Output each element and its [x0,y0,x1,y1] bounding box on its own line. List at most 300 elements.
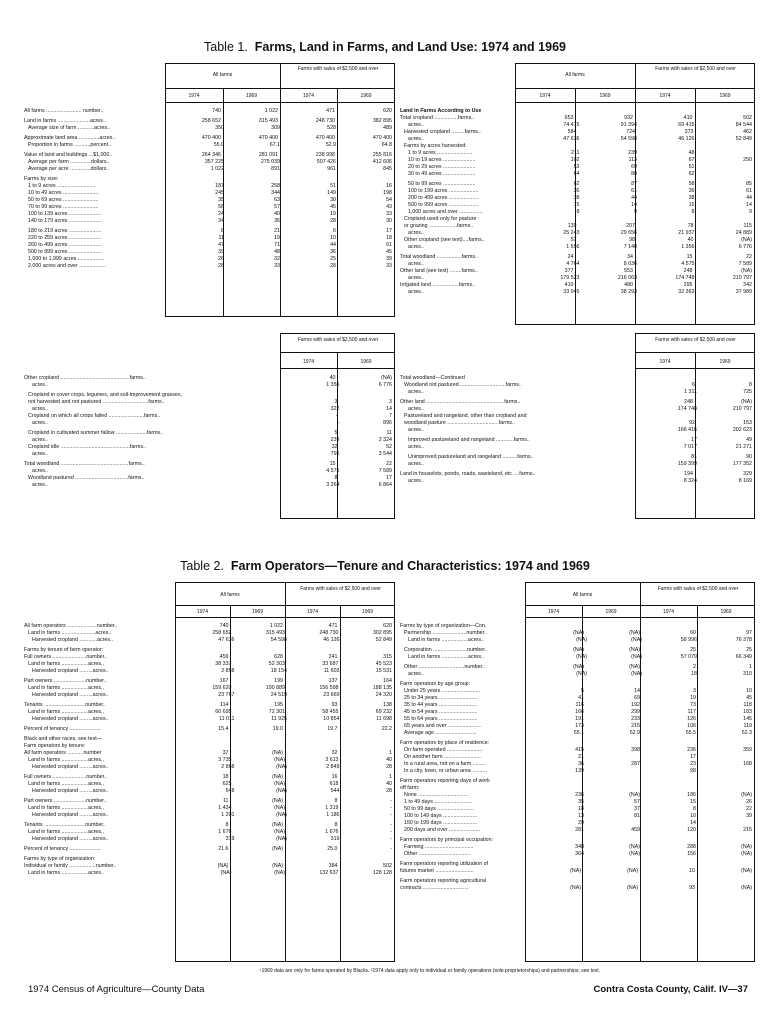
row-value [341,392,396,399]
row-value: (NA) [629,851,640,857]
row-value: 4 575 [326,468,340,474]
row-value: 45 [386,249,392,255]
row-value: 7 589 [738,261,752,267]
row-value: 18 [222,774,229,780]
row-value: (NA) [741,399,752,405]
row-value: 233 [631,716,640,722]
row-value: 93 [331,702,338,708]
row-value: 49 [746,437,752,443]
row-value: 18 [386,235,392,241]
row-value: 71 [274,242,280,248]
row-label: Full owners .......................number.. [24,774,108,780]
table-row [22,743,395,750]
row-value: 1 356 [326,382,340,388]
row-value [286,647,341,654]
row-value: 23 669 [323,692,340,698]
row-value: 11 [223,798,229,804]
row-value: 3 264 [326,482,340,488]
row-value: 25 [746,647,752,653]
row-value: (NA) [276,812,287,818]
table-row [398,806,755,813]
row-value: 10 [690,813,696,819]
row-value: 66 349 [735,654,752,660]
row-value: 329 [743,471,752,477]
row-value [696,375,755,382]
row-value [341,856,396,863]
row-label: Farm operators reporting days of work [400,778,490,784]
row-label: 50 to 69 acres ........................ [28,197,99,203]
row-label: 2,000 acres and over .................. [28,263,106,269]
row-value [696,108,756,115]
table-row [398,223,755,230]
row-value: 28 [386,788,392,794]
row-value: 10 [689,868,695,874]
row-label: acres.. [32,406,48,412]
row-value [338,176,395,183]
row-value: 6 [333,228,336,234]
row-value: 398 [631,747,640,753]
row-value: 198 [383,190,392,196]
row-value: 15 [690,799,696,805]
row-label: 150 to 199 days ....................... [404,820,478,826]
table-row [398,244,755,251]
table-row [398,647,755,654]
row-value: 725 [743,389,752,395]
row-value [232,743,287,750]
row-value: 740 [212,108,221,114]
row-value: (NA) [220,870,232,876]
table-row [22,736,395,743]
row-value: 26 [218,256,224,262]
row-value: 288 [687,844,696,850]
row-value: 113 [628,157,637,163]
row-value: 6 776 [378,382,392,388]
row-value: 90 [746,454,752,460]
table-row [22,190,395,197]
row-value: 24 [567,254,574,260]
table-row [22,152,395,159]
row-value: 126 [687,716,696,722]
table-row [398,181,755,188]
row-value: (NA) [274,757,285,763]
table-row [398,664,755,671]
table-row [22,630,395,637]
table-row [398,740,755,747]
row-value: 179 523 [560,275,580,281]
row-value [527,778,584,785]
table-row [398,813,755,820]
table-row [22,242,395,249]
row-value: 153 [743,420,752,426]
row-value: - [390,829,392,835]
row-label: Woodland not pastured ...............................farms.. [404,382,522,388]
row-value: 36 [274,218,280,224]
table-row [398,681,755,688]
row-value: 342 [743,282,752,288]
table-row [22,197,395,204]
row-label: acres.. [408,444,424,450]
row-value: 64 [573,171,580,177]
row-value: 57 [274,204,280,210]
row-label: 200 to 499 acres .................... [408,195,479,201]
row-value [697,143,756,150]
row-value: 248 730 [319,630,339,636]
row-value: 32 [274,256,280,262]
row-value: - [337,420,340,426]
row-label: Land in farms ..................acres.. [28,870,104,876]
table-row [22,812,395,819]
row-value [177,856,232,863]
row-value: 653 [564,115,574,121]
row-value: 45 523 [375,661,392,667]
table-row [22,623,395,630]
row-value: 17 [690,754,696,760]
row-value [580,143,639,150]
row-value: 168 [743,761,752,767]
row-label: Average per farm ..............dollars.. [28,159,110,165]
row-value: (NA) [741,851,752,857]
row-value: 11 011 [219,716,235,722]
row-label: Farming ................................. [404,844,474,850]
t2-left-rows [22,623,395,877]
row-value: (NA) [276,764,287,770]
page-footer [28,984,748,995]
row-value: 3 [389,399,392,405]
row-value: 55.0 [213,142,224,148]
row-value: 22 [386,461,392,467]
row-value: 364 [575,851,584,857]
row-label: Total cropland ................farms.. [400,115,475,121]
row-value: 34 [218,218,224,224]
row-value: 250 [743,157,752,163]
row-label: On another farm ......................... [404,754,481,760]
row-value: 4 575 [681,261,695,267]
row-value: 287 [631,761,640,767]
row-value [698,623,755,630]
table-row [22,678,395,685]
row-value: 199 [274,678,283,684]
row-label: acres.. [32,482,48,488]
row-label: off farm: [400,785,420,791]
row-label: Land in farms .......................acres.. [28,630,112,636]
row-value: 248 730 [315,118,335,124]
row-value: 724 [626,129,635,135]
row-label: All farm operators ....................number.. [24,623,118,629]
row-value [698,150,756,157]
row-value: 37 989 [735,289,752,295]
row-label: None .................................. [404,792,469,798]
row-value: 8 [334,475,338,481]
row-value [286,392,341,399]
row-label: Harvested cropland .........acres.. [32,668,109,674]
table-row [398,695,755,702]
row-label: 1,000 to 1,999 acres .................. [28,256,105,262]
row-label: Land in farms ..................acres.. [408,654,484,660]
row-value: 319 [225,836,235,842]
row-label: Value of land and buildings ...$1,000.. [24,152,113,158]
row-value [697,216,756,223]
table-row [398,122,755,129]
row-value: 470 400 [372,135,392,141]
row-label: Land in farms ..................acres.. [28,829,104,835]
row-value [527,861,584,868]
row-value: 14 [386,406,392,412]
t1-right-1969: 1969 [599,93,611,99]
row-value: 137 [328,678,338,684]
row-value: 17 [386,228,392,234]
row-value: 54 598 [620,136,637,142]
row-value: 1 311 [684,389,697,395]
row-label: Farms by acres harvested: [404,143,467,149]
row-value: 19.7 [327,726,338,732]
row-value: 24 [218,211,224,217]
row-value: 18 [578,806,584,812]
row-value [641,878,698,885]
row-value: (NA) [629,792,640,798]
table2-title [0,559,770,573]
row-value: 35 [578,799,584,805]
table-row [398,413,755,420]
row-value: 34 [627,254,633,260]
row-value [587,768,643,775]
row-value: 377 [564,268,574,274]
row-value: 315 493 [265,630,285,636]
table-row [22,647,395,654]
row-label: acres.. [32,420,48,426]
row-value: 120 [687,827,696,833]
row-value: 470 400 [201,135,221,141]
row-label: Part owners ......................number.. [24,798,107,804]
table-row [22,406,395,413]
row-value: 52 849 [735,136,752,142]
table-row [398,878,755,885]
row-value: 48 [274,249,280,255]
row-label: Total woodland ..............................................farms.. [24,461,145,467]
table-row [398,637,755,644]
row-value: (NA) [272,774,283,780]
row-label: Harvested cropland .........acres.. [32,764,109,770]
row-value: 44 [631,195,637,201]
row-value: 36 [688,188,695,194]
row-label: 260 to 499 acres ...................... [28,242,102,248]
row-value: (NA) [741,792,752,798]
row-value: - [335,413,338,419]
row-label: Harvested cropland .........acres.. [32,836,109,842]
row-value: 15 [688,202,695,208]
row-value: 281 091 [258,152,278,158]
table-row [398,688,755,695]
row-value: 32 363 [678,289,695,295]
row-value: 5 [334,430,338,436]
row-value: 47 636 [218,637,235,643]
row-value: 7 017 [683,444,697,450]
row-label: Percent of tenancy ..................... [24,846,101,852]
row-value: 23 767 [218,692,235,698]
row-value: 52 [386,444,392,450]
row-value: 10 854 [323,716,340,722]
row-value: 258 [271,183,280,189]
row-label: Under 25 years .......................... [404,688,480,694]
row-value: 48 [688,150,695,156]
row-value: (NA) [573,664,584,670]
row-value: 359 [743,747,752,753]
row-value: 459 [631,827,640,833]
row-value: 58 [688,181,695,187]
row-value: 62 [688,171,695,177]
table-row [398,868,755,875]
table-row [398,478,755,485]
table-row [22,774,395,781]
row-label: Approximate land area ..............acres.. [24,135,116,141]
row-value: (NA) [631,654,642,660]
row-value: 1 434 [218,805,232,811]
row-value: 315 493 [258,118,278,124]
row-value: 2 324 [378,437,392,443]
row-value: 52.9 [629,730,640,736]
t1-bottom-left-1974: 1974 [302,359,315,365]
row-value: 52.9 [325,142,336,148]
row-value: 43 [386,204,392,210]
row-label: 65 years and over ....................... [404,723,482,729]
row-value: 11 698 [376,716,392,722]
table-row [22,661,395,668]
row-value: 63 [274,197,280,203]
row-label: Total woodland .................farms.. [400,254,479,260]
row-value: 149 [327,190,336,196]
row-value: 207 [626,223,635,229]
row-label: Farm operators by principal occupation: [400,837,494,843]
row-value: 156 598 [319,685,339,691]
row-value [587,754,643,761]
row-value: 625 [222,781,232,787]
row-value: 8 [334,822,338,828]
row-label: 100 to 199 acres .................... [408,188,479,194]
row-value: 69 [634,695,640,701]
table-row [22,413,395,420]
row-value: (NA) [573,630,584,636]
row-value: (NA) [629,630,640,636]
row-value: 21 [274,228,280,234]
row-value: 1 201 [221,812,235,818]
row-value: 164 [383,678,392,684]
row-value [286,743,341,750]
row-value: 202 623 [732,427,752,433]
row-value: 1 676 [325,829,339,835]
t1-right-1974-sales: 1974 [659,93,671,99]
row-value [584,878,641,885]
row-value: 33 [386,263,392,269]
row-label: Total woodland—Continued [400,375,465,381]
table-row [398,202,755,209]
row-value: 156 [687,851,696,857]
row-value: 14 [634,688,640,694]
row-value: 215 [631,723,640,729]
table-row [398,716,755,723]
row-value: 118 [743,702,752,708]
row-value: 145 [743,716,752,722]
table-row [398,254,755,261]
row-label: On farm operated ........................ [404,747,483,753]
row-label: Land in farms ..................acres.. [28,781,104,787]
table-row [22,716,395,723]
row-value: 67.1 [269,142,280,148]
table-row [22,451,395,458]
footer-publication: 1974 Census of Agriculture—County Data [28,984,205,995]
row-value: 2 [693,664,696,670]
row-value: (NA) [274,805,285,811]
row-value [584,837,641,844]
t2-1969: 1969 [251,609,264,615]
row-value: 41 [578,695,584,701]
row-value: 58 996 [680,637,697,643]
row-value: 21 937 [678,230,695,236]
row-value: 459 [219,654,229,660]
row-label: 1 to 49 days .......................... [404,799,473,805]
table1-number: Table 1. [204,40,248,54]
row-label: Percent of tenancy ..................... [24,726,101,732]
table-row [398,382,755,389]
row-value: 384 [328,863,338,869]
row-value [584,623,641,630]
row-value [521,216,580,223]
row-value [641,623,698,630]
row-value: 6 [692,382,695,388]
row-value: 319 [330,836,340,842]
row-value: 97 [746,630,752,636]
table-row [22,685,395,692]
t2-col-sales: Farms with sales of $2,500 and over [300,586,381,592]
row-value: 8 169 [738,478,752,484]
row-value: 896 [383,420,392,426]
row-value: (NA) [741,868,752,874]
row-value: 69 [631,164,637,170]
row-value: (NA) [629,647,640,653]
row-value: 33 [386,211,392,217]
row-label: 1 to 9 acres .......................... [28,183,96,189]
row-value: 470 400 [258,135,278,141]
row-value [698,861,755,868]
row-label: 500 to 999 acres .................... [408,202,479,208]
row-value [286,856,341,863]
table-row [22,235,395,242]
row-value: 39 [746,813,752,819]
table-row [398,275,755,282]
row-value: 194 [684,471,693,477]
row-value: 39 [218,249,224,255]
row-value: 3 544 [378,451,392,457]
row-value: 1 186 [326,812,340,818]
row-value: 891 [271,166,280,172]
row-label: Harvested cropland .........acres.. [32,812,109,818]
row-value [698,778,755,785]
row-label: or grazing ...................farms.. [404,223,474,229]
row-label: Cropland on which all crops failed ........................farms.. [28,413,161,419]
row-value: 30 [330,197,336,203]
row-value [527,837,584,844]
table-row [398,406,755,413]
row-value: 46 126 [323,637,340,643]
row-value: 8 [221,228,224,234]
row-label: Other ................................... [404,851,471,857]
row-value: 87 [631,181,637,187]
row-value: 13 [578,813,584,819]
row-label: 30 to 49 acres ...................... [408,171,476,177]
row-label: 70 to 99 acres ........................ [28,204,99,210]
row-label: Tenants ............................number.. [24,702,106,708]
row-value: 25 [690,647,696,653]
row-value: 10 [746,688,752,694]
table-row [22,228,395,235]
